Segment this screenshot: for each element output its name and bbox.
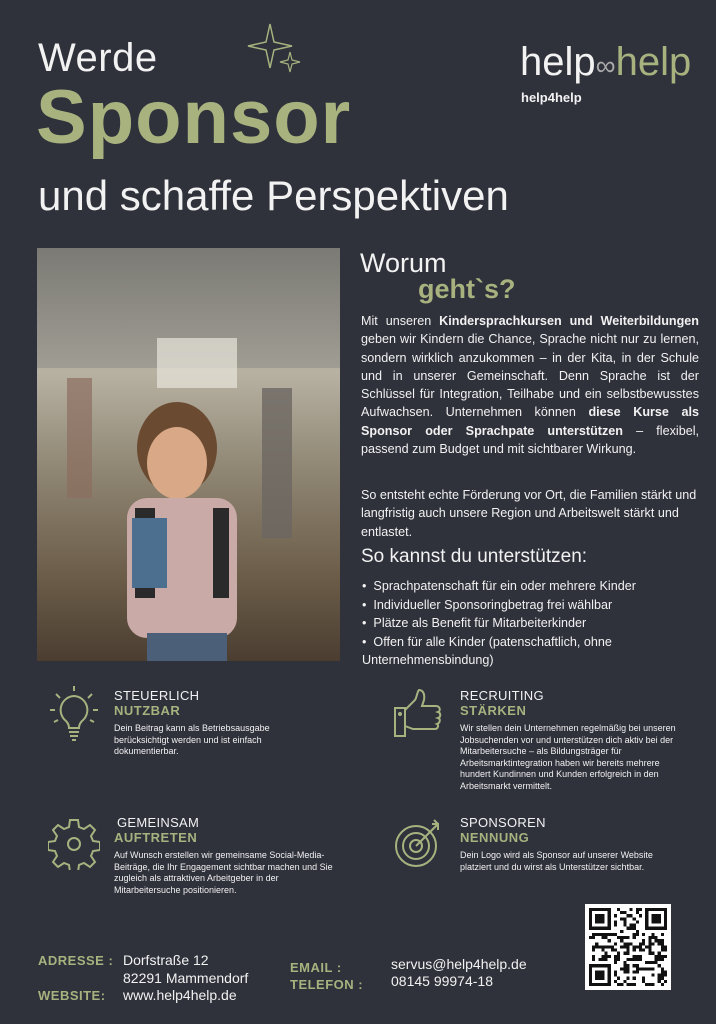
logo-part1: help (520, 40, 596, 84)
phone-label: TELEFON : (290, 977, 364, 992)
headline-werde: Werde (38, 36, 158, 80)
lightbulb-icon (48, 684, 100, 744)
headline-subtitle: und schaffe Perspektiven (38, 172, 509, 219)
email-link[interactable]: servus@help4help.de (391, 956, 527, 972)
logo-part2: help (615, 40, 692, 84)
website-link[interactable]: www.help4help.de (123, 987, 237, 1003)
gear-icon (48, 818, 100, 870)
target-icon (394, 818, 446, 870)
list-item: • Individueller Sponsoringbetrag frei wählbar (362, 596, 636, 615)
photo-child-workshop (37, 248, 340, 661)
email-label: EMAIL : (290, 960, 342, 975)
website-label: WEBSITE: (38, 988, 106, 1003)
list-item: • Plätze als Benefit für Mitarbeiterkinder (362, 614, 636, 633)
address-city: 82291 Mammendorf (123, 970, 249, 986)
feature-sponsoren: SPONSOREN NENNUNG Dein Logo wird als Sponsor auf unserer Website platziert und du wirst als Unterstützer sichtbar. (460, 815, 653, 872)
address-street: Dorfstraße 12 (123, 952, 209, 968)
feature-gemeinsam: GEMEINSAM AUFTRETEN Auf Wunsch erstellen wir gemeinsame Social-Media-Beiträge, die Ihr Engagement sichtbar machen und Sie zugleich als attraktiven Arbeitgeber in der Mitarbeitersuche positionieren. (114, 815, 333, 895)
address-label: ADRESSE : (38, 953, 114, 968)
chain-icon: ∞ (595, 50, 616, 81)
list-item-continuation: Unternehmensbindung) (362, 653, 494, 667)
phone-number: 08145 99974-18 (391, 973, 493, 989)
list-item: • Offen für alle Kinder (patenschaftlich, ohne (362, 633, 636, 652)
support-title: So kannst du unterstützen: (361, 546, 588, 567)
intro-paragraph-2: So entsteht echte Förderung vor Ort, die Familien stärkt und langfristig auch unsere Region und Arbeitswelt stärkt und entlastet. (361, 488, 697, 539)
feature-steuerlich: STEUERLICH NUTZBAR Dein Beitrag kann als Betriebsausgabe berücksichtigt werden und ist einfach dokumentierbar. (114, 688, 270, 756)
qr-code[interactable] (585, 904, 671, 990)
intro-paragraph: Mit unseren Kindersprachkursen und Weiterbildungen geben wir Kindern die Chance, Sprache nicht nur zu lernen, sondern wirklich anzukommen – in der Kita, in der Schule und in unserer Gemeinschaft. Denn Sprache ist der Schlüssel für Integration, Teilhabe und ein selbstbewusstes Aufwachsen. Unternehmen können diese Kurse als Sponsor oder Sprachpate unterstützen – flexibel, passend zum Budget und mit sichtbarer Wirkung. (361, 314, 700, 457)
list-item: • Sprachpatenschaft für ein oder mehrere Kinder (362, 577, 636, 596)
section-title-worum: Worum (360, 248, 447, 278)
support-list (362, 577, 636, 670)
sparkle-icon (244, 22, 304, 78)
feature-recruiting: RECRUITING STÄRKEN Wir stellen dein Unternehmen regelmäßig bei unseren Jobsuchenden vor und unterstützen dich aktiv bei der Mitarbeitersuche – als Bildungsträger für Arbeitsmarktintegration haben wir bereits mehrere hundert Kundinnen und Kunden erfolgreich in den Arbeitsmarkt vermittelt. (460, 688, 676, 791)
headline-sponsor: Sponsor (36, 75, 352, 160)
logo (520, 40, 691, 85)
logo-subtitle: help4help (521, 90, 582, 105)
thumbs-up-icon (393, 688, 445, 740)
section-title-gehts: geht`s? (418, 274, 516, 304)
